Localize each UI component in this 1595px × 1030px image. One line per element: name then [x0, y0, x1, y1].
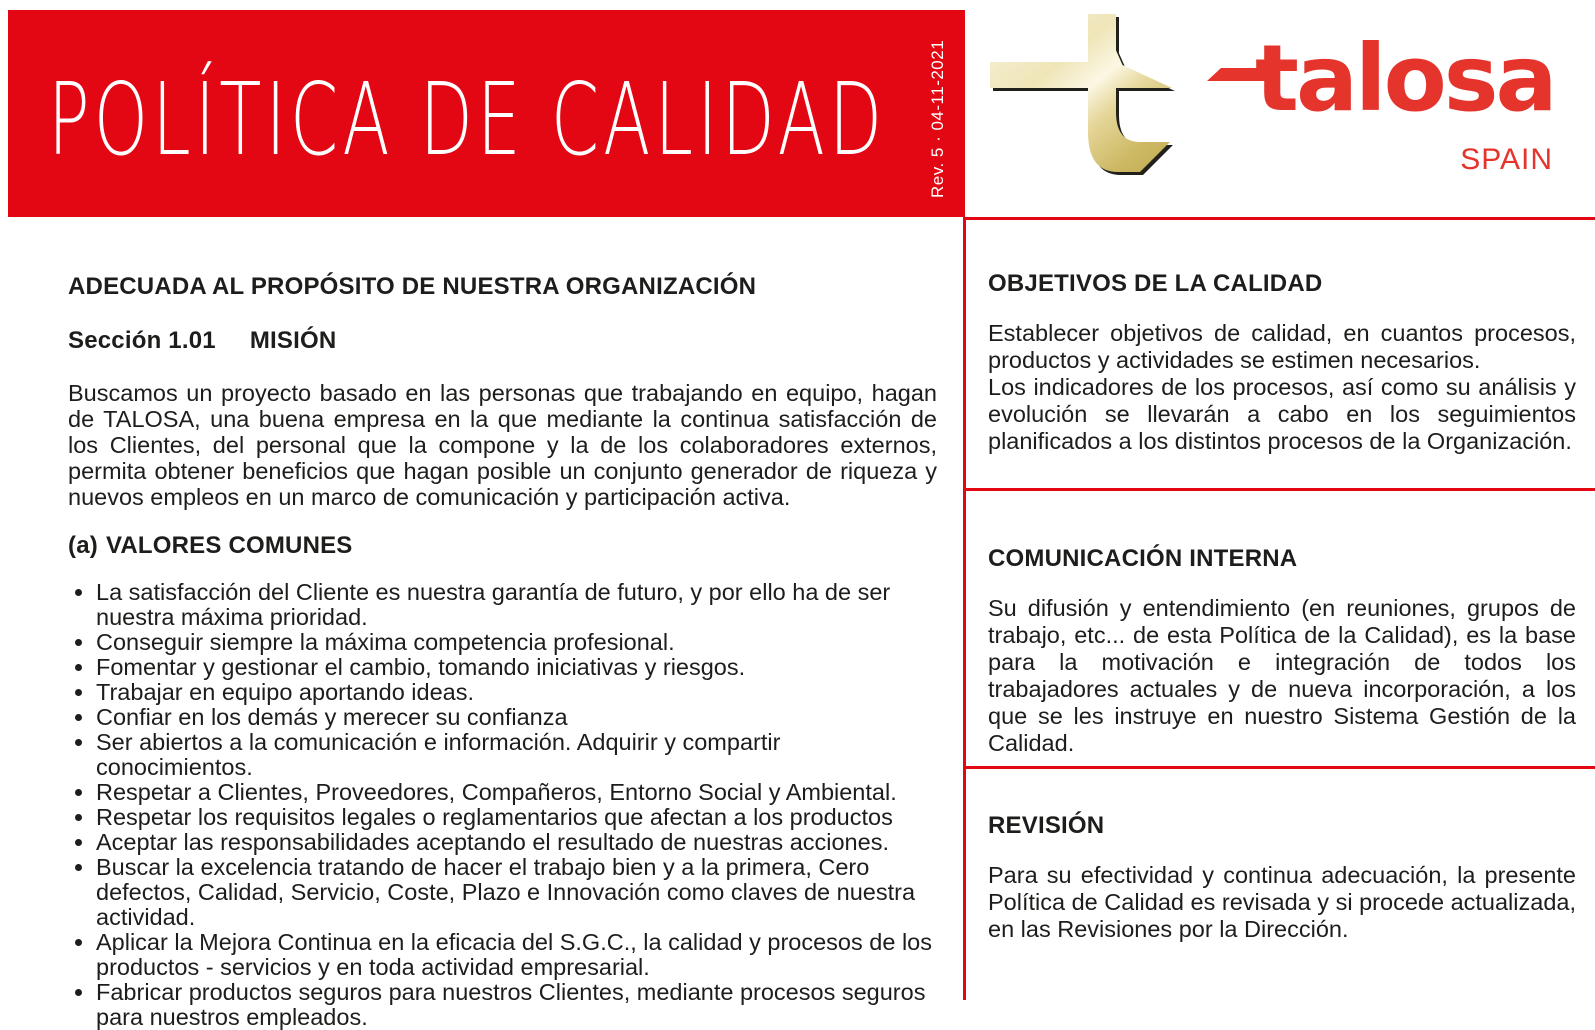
page-title: POLÍTICA DE CALIDAD	[48, 61, 887, 178]
list-item: Respetar los requisitos legales o reglamentarios que afectan a los productos	[68, 805, 937, 830]
list-item: Trabajar en equipo aportando ideas.	[68, 680, 937, 705]
revision-paragraph: Para su efectividad y continua adecuación, la presente Política de Calidad es revisada y si procede actualizada, en las Revisiones por la Dirección.	[988, 862, 1576, 942]
column-divider-line	[963, 217, 966, 1000]
revision-label: Rev. 5 · 04-11-2021	[928, 39, 947, 198]
list-item: Fomentar y gestionar el cambio, tomando iniciativas y riesgos.	[68, 655, 937, 680]
internal-communication-paragraph: Su difusión y entendimiento (en reuniones, grupos de trabajo, etc... de esta Política de la Calidad), es la base para la motivación e integración de todos los trabajadores actuales y de nueva incorporación, a los que se les instruye en nuestro Sistema Gestión de la Calidad.	[988, 595, 1576, 756]
mission-paragraph: Buscamos un proyecto basado en las personas que trabajando en equipo, hagan de TALOSA, una buena empresa en la que mediante la continua satisfacción de los Clientes, del personal que la compone y la de los colaboradores externos, permita obtener beneficios que hagan posible un conjunto generador de riqueza y nuevos empleos en un marco de comunicación y participación activa.	[68, 380, 937, 510]
talosa-gold-t-icon	[990, 12, 1175, 177]
list-item: Confiar en los demás y merecer su confianza	[68, 705, 937, 730]
brand-wordmark: talosa	[1255, 25, 1555, 132]
list-item: Ser abiertos a la comunicación e información. Adquirir y compartir conocimientos.	[68, 730, 937, 780]
section-separator-line-1	[963, 488, 1595, 491]
objectives-heading: OBJETIVOS DE LA CALIDAD	[988, 270, 1323, 297]
left-column	[68, 255, 937, 1030]
list-item: Aplicar la Mejora Continua en la eficacia del S.G.C., la calidad y procesos de los productos - servicios y en toda actividad empresarial.	[68, 930, 937, 980]
list-item: Fabricar productos seguros para nuestros Clientes, mediante procesos seguros para nuestros empleados.	[68, 980, 937, 1030]
values-list	[68, 580, 937, 1030]
list-item: Buscar la excelencia tratando de hacer el trabajo bien y a la primera, Cero defectos, Calidad, Servicio, Coste, Plazo e Innovación como claves de nuestra actividad.	[68, 855, 937, 930]
mission-section-heading	[68, 327, 937, 355]
objectives-paragraph-1: Establecer objetivos de calidad, en cuantos procesos, productos y actividades se estimen necesarios.	[988, 320, 1576, 373]
objectives-paragraph-2: Los indicadores de los procesos, así como su análisis y evolución se llevarán a cabo en los seguimientos planificados a los distintos procesos de la Organización.	[988, 374, 1576, 454]
brand-country-label: SPAIN	[1460, 143, 1553, 176]
adequacy-heading: ADECUADA AL PROPÓSITO DE NUESTRA ORGANIZACIÓN	[68, 273, 757, 300]
section-name: MISIÓN	[249, 327, 337, 354]
values-title: VALORES COMUNES	[105, 532, 353, 559]
objectives-section	[988, 255, 1576, 455]
section-separator-line-2	[963, 766, 1595, 769]
internal-communication-heading: COMUNICACIÓN INTERNA	[988, 545, 1298, 572]
header-separator-line	[963, 217, 1595, 220]
revision-section	[988, 797, 1576, 943]
logo-area	[965, 0, 1595, 217]
list-item: Respetar a Clientes, Proveedores, Compañeros, Entorno Social y Ambiental.	[68, 780, 937, 805]
section-number: Sección 1.01	[68, 327, 216, 354]
title-banner	[8, 10, 966, 217]
values-marker: (a)	[68, 532, 98, 559]
revision-heading: REVISIÓN	[988, 812, 1105, 839]
values-heading	[68, 532, 937, 560]
internal-communication-section	[988, 530, 1576, 757]
list-item: Conseguir siempre la máxima competencia profesional.	[68, 630, 937, 655]
list-item: La satisfacción del Cliente es nuestra garantía de futuro, y por ello ha de ser nuestra máxima prioridad.	[68, 580, 937, 630]
list-item: Aceptar las responsabilidades aceptando el resultado de nuestras acciones.	[68, 830, 937, 855]
